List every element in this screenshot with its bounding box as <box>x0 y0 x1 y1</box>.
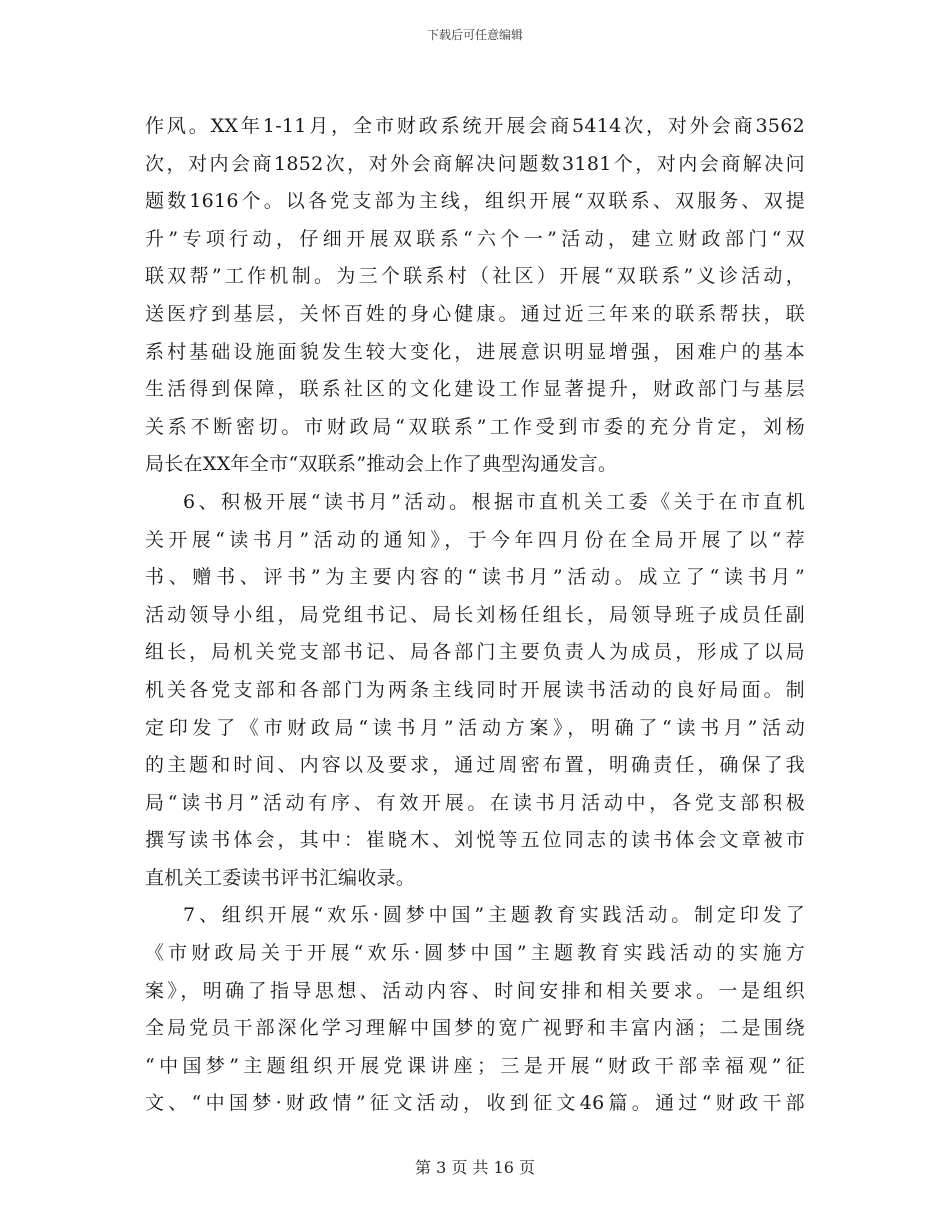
text-line: 7、组织开展“欢乐·圆梦中国”主题教育实践活动。制定印发了 <box>183 904 805 927</box>
page-number-footer: 第 3 页 共 16 页 <box>415 1158 535 1177</box>
paragraph-3 <box>145 897 805 1123</box>
text-line: “中国梦”主题组织开展党课讲座；三是开展“财政干部幸福观”征 <box>145 1054 805 1077</box>
text-line: 题数1616个。以各党支部为主线，组织开展“双联系、双服务、双提 <box>145 190 805 213</box>
text-line: 机关各党支部和各部门为两条主线同时开展读书活动的良好局面。制 <box>145 678 805 701</box>
text-line: 定印发了《市财政局“读书月”活动方案》，明确了“读书月”活动 <box>145 716 805 739</box>
text-line: 送医疗到基层，关怀百姓的身心健康。通过近三年来的联系帮扶，联 <box>145 302 805 325</box>
page-header: 下载后可任意编辑 <box>426 28 523 42</box>
text-line: 书、赠书、评书”为主要内容的“读书月”活动。成立了“读书月” <box>145 566 805 589</box>
text-line: 局长在XX年全市“双联系”推动会上作了典型沟通发言。 <box>145 453 618 476</box>
text-line: 系村基础设施面貌发生较大变化，进展意识明显增强，困难户的基本 <box>145 340 805 363</box>
text-line: 直机关工委读书评书汇编收录。 <box>145 866 416 889</box>
text-line: 《市财政局关于开展“欢乐·圆梦中国”主题教育实践活动的实施方 <box>145 942 805 965</box>
text-line: 局“读书月”活动有序、有效开展。在读书月活动中，各党支部积极 <box>145 791 805 814</box>
text-line: 关系不断密切。市财政局“双联系”工作受到市委的充分肯定，刘杨 <box>145 415 805 438</box>
text-line: 案》，明确了指导思想、活动内容、时间安排和相关要求。一是组织 <box>145 979 805 1002</box>
text-line: 升”专项行动，仔细开展双联系“六个一”活动，建立财政部门“双 <box>145 227 805 250</box>
text-line: 撰写读书体会，其中：崔晓木、刘悦等五位同志的读书体会文章被市 <box>145 829 805 852</box>
text-line: 的主题和时间、内容以及要求，通过周密布置，明确责任，确保了我 <box>145 754 805 777</box>
document-body <box>145 108 805 1123</box>
text-line: 次，对内会商1852次，对外会商解决问题数3181个，对内会商解决问 <box>145 152 805 175</box>
text-line: 6、积极开展“读书月”活动。根据市直机关工委《关于在市直机 <box>183 490 805 513</box>
text-line: 活动领导小组，局党组书记、局长刘杨任组长，局领导班子成员任副 <box>145 603 805 626</box>
paragraph-2 <box>145 484 805 898</box>
text-line: 生活得到保障，联系社区的文化建设工作显著提升，财政部门与基层 <box>145 378 805 401</box>
paragraph-1 <box>145 108 805 484</box>
text-line: 联双帮”工作机制。为三个联系村（社区）开展“双联系”义诊活动， <box>145 265 805 288</box>
text-line: 关开展“读书月”活动的通知》，于今年四月份在全局开展了以“荐 <box>145 528 805 551</box>
text-line: 文、“中国梦·财政情”征文活动，收到征文46篇。通过“财政干部 <box>145 1092 805 1115</box>
text-line: 全局党员干部深化学习理解中国梦的宽广视野和丰富内涵；二是围绕 <box>145 1017 805 1040</box>
text-line: 组长，局机关党支部书记、局各部门主要负责人为成员，形成了以局 <box>145 641 805 664</box>
text-line: 作风。XX年1-11月，全市财政系统开展会商5414次，对外会商3562 <box>145 115 805 137</box>
